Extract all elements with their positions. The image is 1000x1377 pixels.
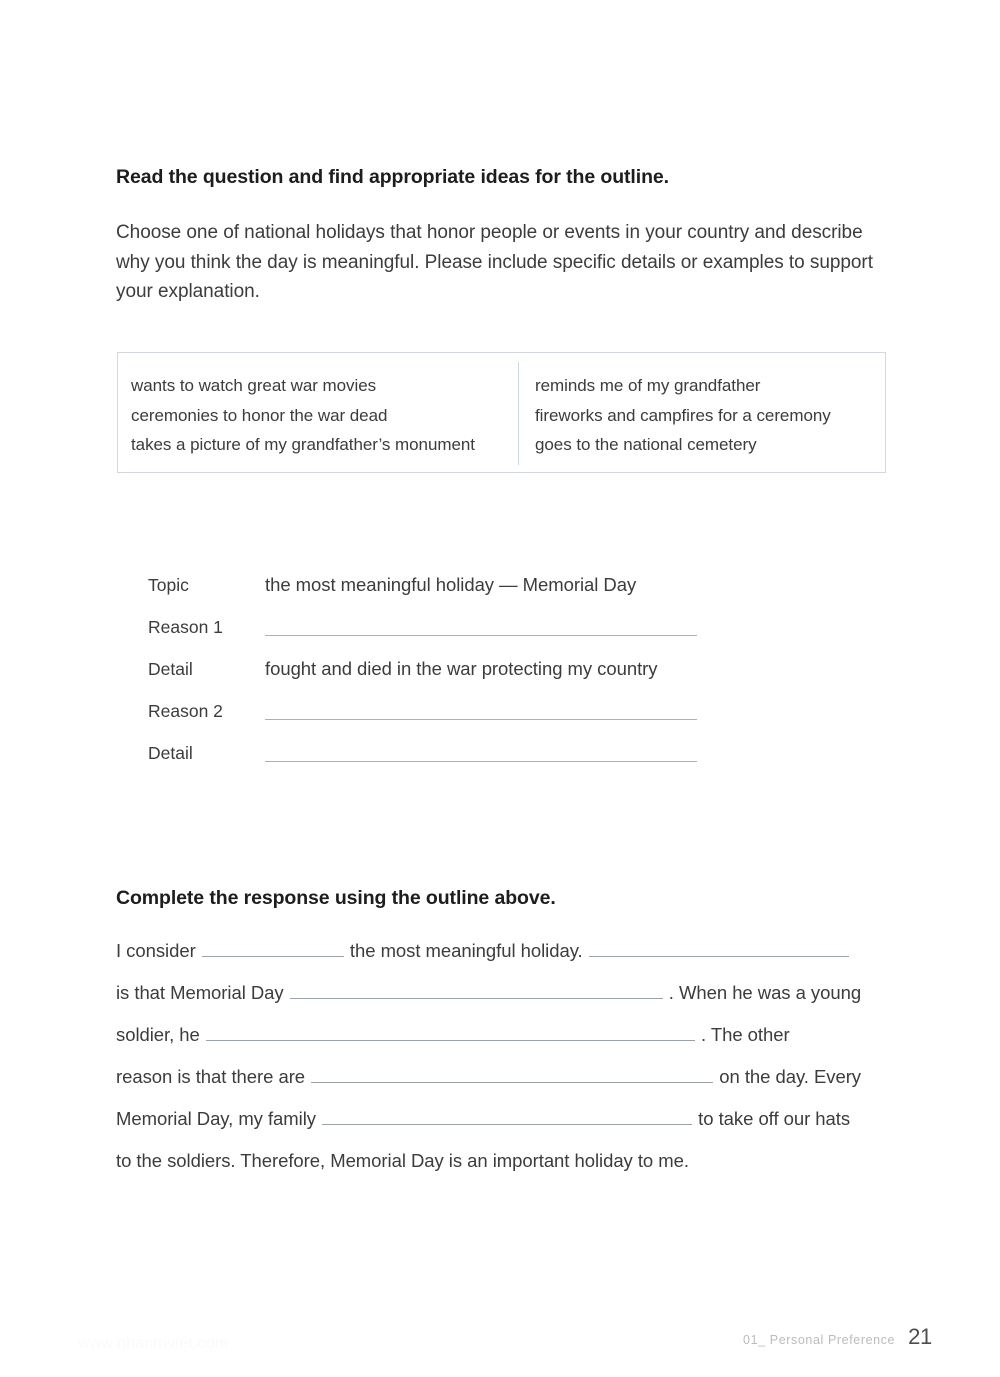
outline-row [148, 741, 708, 783]
response-answer-blank[interactable] [589, 939, 849, 957]
outline-row [148, 657, 708, 699]
question-prompt-text: Choose one of national holidays that honor people or events in your country and describe why you think the day is meaningful. Please include specific details or examples to support your explanation. [116, 222, 873, 302]
ideas-box-divider [518, 362, 519, 465]
response-line [116, 1022, 896, 1064]
outline-row-label: Reason 2 [148, 701, 223, 721]
page-number: 21 [908, 1324, 932, 1349]
response-line [116, 938, 896, 980]
response-fill-in-block [116, 938, 896, 1190]
ideas-column-right [535, 371, 831, 460]
response-text-segment: I consider [116, 940, 196, 961]
outline-answer-blank[interactable] [265, 719, 697, 720]
response-text-segment: to the soldiers. Therefore, Memorial Day is an important holiday to me. [116, 1150, 689, 1171]
outline-row [148, 699, 708, 741]
outline-table [148, 573, 708, 783]
response-line [116, 1064, 896, 1106]
idea-item[interactable]: goes to the national cemetery [535, 435, 757, 454]
idea-item[interactable]: wants to watch great war movies [131, 376, 377, 395]
response-text-segment: reason is that there are [116, 1066, 306, 1087]
outline-row-label: Detail [148, 659, 193, 679]
outline-row-value: the most meaningful holiday — Memorial Day [265, 574, 637, 595]
outline-answer-blank[interactable] [265, 761, 697, 762]
outline-row-value: fought and died in the war protecting my country [265, 658, 658, 679]
response-text-segment: on the day. Every [719, 1066, 861, 1087]
response-line [116, 980, 896, 1022]
response-text-segment: Memorial Day, my family [116, 1108, 316, 1129]
idea-item[interactable]: takes a picture of my grandfather’s monument [131, 435, 475, 454]
footer-chapter-label: 01_ Personal Preference [743, 1333, 896, 1347]
outline-row-label: Detail [148, 743, 193, 763]
idea-item[interactable]: fireworks and campfires for a ceremony [535, 405, 831, 425]
outline-row-label: Reason 1 [148, 617, 223, 637]
response-answer-blank[interactable] [290, 981, 663, 999]
response-answer-blank[interactable] [311, 1065, 713, 1083]
response-text-segment: to take off our hats [698, 1108, 851, 1129]
idea-item[interactable]: reminds me of my grandfather [535, 376, 761, 395]
section-heading-read-question: Read the question and find appropriate ideas for the outline. [116, 166, 669, 188]
outline-row-label: Topic [148, 575, 189, 595]
response-text-segment: . The other [700, 1024, 790, 1045]
outline-row [148, 573, 708, 615]
response-line [116, 1148, 896, 1190]
response-text-segment: soldier, he [116, 1024, 200, 1045]
response-text-segment: is that Memorial Day [116, 982, 284, 1003]
idea-item[interactable]: ceremonies to honor the war dead [131, 405, 388, 425]
ideas-column-left [131, 371, 475, 460]
ideas-bank-box [117, 352, 886, 473]
response-answer-blank[interactable] [322, 1107, 692, 1125]
site-watermark: www.nhantriviet.com [78, 1335, 229, 1352]
response-line [116, 1106, 896, 1148]
response-text-segment: . When he was a young [668, 982, 862, 1003]
section-heading-complete-response: Complete the response using the outline above. [116, 887, 556, 909]
footer [743, 1324, 932, 1350]
outline-answer-blank[interactable] [265, 635, 697, 636]
response-answer-blank[interactable] [202, 939, 344, 957]
outline-row [148, 615, 708, 657]
response-text-segment: the most meaningful holiday. [349, 940, 583, 961]
response-answer-blank[interactable] [206, 1023, 695, 1041]
